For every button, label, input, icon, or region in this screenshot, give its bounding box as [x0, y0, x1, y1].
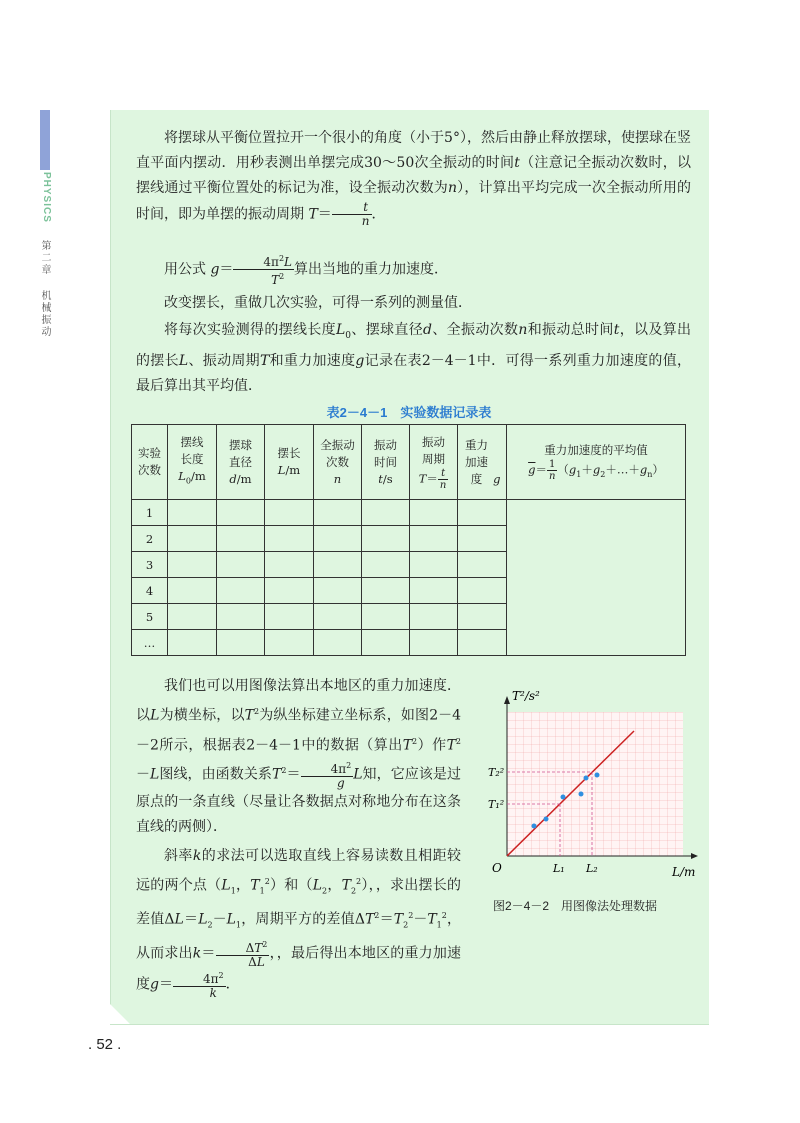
table-cell: [265, 526, 314, 552]
record-text-b: 、摆球直径: [351, 322, 424, 338]
paragraph-slope: 斜率k的求法可以选取直线上容易读数且相距较远的两个点（$L_1$，$T_1^2$）和（$L_2$，$T_2^2$），，求出摆长的差值$\Delta L=L_2-L_1$，周期平方的差值$\Delta T^2=T_2^2-T_1^2$，从而求出k＝ $\frac{\Delta T^2}{\Delta L}$ ，，最后得出本地区的重力加速度g＝ $\frac{4\pi^2}{k}$ ．: [136, 848, 462, 1000]
slope-fraction: $\frac{\Delta T^2}{\Delta L}$: [216, 938, 270, 969]
header-ball-diameter: 摆球直径 d/m: [217, 425, 265, 500]
t-squared-vs-l-graph: [486, 686, 701, 886]
table-cell: [314, 604, 362, 630]
table-cell: [168, 552, 217, 578]
table-cell: [217, 604, 265, 630]
table-cell: [410, 500, 458, 526]
table-cell: [217, 630, 265, 656]
slope-text-1: 斜率: [164, 848, 193, 864]
t2-label: T₂²: [488, 766, 505, 779]
table-cell: [168, 526, 217, 552]
graph-grid: [507, 712, 683, 856]
table-row-cell: 2: [132, 526, 168, 552]
data-point: [579, 792, 584, 797]
table-cell: [265, 578, 314, 604]
formula-text-b: 算出当地的重力加速度．: [294, 261, 449, 278]
record-text-e: ，以及算出的摆长: [136, 322, 692, 369]
header-oscillation-count: 全振动次数 n: [314, 425, 362, 500]
header-string-length: 摆线长度 $L_0/m$: [168, 425, 217, 500]
l2-label: L₂: [586, 862, 598, 875]
table-cell: [458, 604, 507, 630]
table-cell: [265, 552, 314, 578]
slope-text-2: 的求法可以选取直线上容易读数且相距较远的两个点: [136, 848, 462, 894]
table-cell: [362, 630, 410, 656]
table-title: 表2－4－1 实验数据记录表: [326, 405, 492, 420]
table-cell: [314, 526, 362, 552]
table-cell: [217, 578, 265, 604]
graph-text-5: 图线，由函数关系: [159, 766, 272, 783]
table-cell: [265, 630, 314, 656]
slope-text-5: ，周期平方的差值: [241, 912, 355, 929]
paragraph-graph-method: 我们也可以用图像法算出本地区的重力加速度．以L为横坐标，以$T^2$为纵坐标建立坐标系，如图2－4－2所示，根据表2－4－1中的数据（算出$T^2$）作$T^2-L$图线，由函数关系$T^2=$ $\frac{4\pi^2}{g}$ L知，它应该是过原点的一条直线（尽量让各数据点对称地分布在这条直线的两侧）．: [136, 678, 462, 836]
table-row-cell: 4: [132, 578, 168, 604]
table-cell: [410, 552, 458, 578]
relation-fraction: $\frac{4\pi^2}{g}$: [301, 759, 354, 790]
graph-text-6: 知，它应该是过原点的一条直线（尽量让各数据点对称地分布在这条直线的两侧）．: [136, 766, 462, 836]
chapter-label: 第二章: [39, 240, 50, 276]
table-row-cell: 5: [132, 604, 168, 630]
table-cell: [217, 552, 265, 578]
graph-text-4: ）作: [417, 737, 447, 754]
table-cell: [410, 630, 458, 656]
table-cell: [458, 630, 507, 656]
table-cell: [458, 578, 507, 604]
graph-text-3: 为纵坐标建立坐标系，如图2－4－2所示，根据表2－4－1中的数据（算出: [136, 707, 462, 754]
data-point: [544, 817, 549, 822]
average-cell: [507, 500, 686, 656]
panel-corner-cut: [110, 1004, 130, 1024]
data-record-table: [131, 424, 686, 656]
record-text-g: 和重力加速度: [269, 352, 356, 369]
table-cell: [168, 500, 217, 526]
table-row-cell: …: [132, 630, 168, 656]
data-point: [584, 776, 589, 781]
physics-label: PHYSICS: [41, 172, 52, 223]
x-axis-arrow-icon: [691, 853, 698, 859]
table-row-cell: 1: [132, 500, 168, 526]
slope-text-7: ，最后得出本地区的重力加速度: [136, 945, 462, 993]
table-cell: [410, 526, 458, 552]
formula-text-a: 用公式: [164, 261, 206, 278]
paragraph-formula: 用公式 g＝ $\frac{4\pi^2L}{T^2}$ 算出当地的重力加速度．: [164, 254, 449, 287]
graph-text-1: 我们也可以用图像法算出本地区的重力加速度．以: [136, 678, 461, 724]
table-cell: [362, 604, 410, 630]
record-text-a: 将每次实验测得的摆线长度: [164, 322, 336, 338]
table-cell: [458, 526, 507, 552]
table-cell: [458, 552, 507, 578]
page-number: . 52 .: [88, 1036, 122, 1053]
record-text-d: 和振动总时间: [527, 322, 614, 338]
table-cell: [410, 578, 458, 604]
l1-label: L₁: [553, 862, 565, 875]
table-cell: [265, 500, 314, 526]
table-cell: [362, 578, 410, 604]
table-cell: [217, 500, 265, 526]
table-cell: [458, 500, 507, 526]
table-cell: [314, 552, 362, 578]
graph-text-2: 为横坐标，以: [159, 707, 245, 724]
topic-label: 机械振动: [39, 290, 50, 338]
table-cell: [265, 604, 314, 630]
period-fraction: $\frac{t}{n}$: [332, 201, 372, 228]
chapter-color-bar: [40, 110, 50, 170]
procedure-text-c: ），计算出平均完成一次全振动所用的时间，即为单摆的振动周期: [136, 180, 692, 223]
result-fraction: $\frac{4\pi^2}{k}$: [173, 969, 226, 1000]
table-cell: [168, 604, 217, 630]
slope-text-3: 和: [284, 877, 299, 894]
table-row-cell: 3: [132, 552, 168, 578]
data-point: [561, 795, 566, 800]
data-point: [595, 773, 600, 778]
paragraph-repeat: 改变摆长，重做几次实验，可得一系列的测量值．: [164, 295, 472, 311]
record-text-h: 记录在表2－4－1中．可得一系列重力加速度的值，最后算出其平均值．: [136, 352, 691, 394]
table-cell: [362, 500, 410, 526]
header-gravity: 重力加速度 g: [458, 425, 507, 500]
table-cell: [168, 630, 217, 656]
slope-text-4: ，求出摆长的差值: [136, 877, 461, 929]
procedure-text-b: （注意记全振动次数时，以摆线通过平衡位置处的标记为准，设全振动次数为: [136, 155, 691, 196]
table-cell: [314, 578, 362, 604]
table-cell: [362, 526, 410, 552]
header-trial: 实验次数: [132, 425, 168, 500]
table-cell: [314, 500, 362, 526]
slope-text-6: ，从而求出: [136, 912, 462, 962]
procedure-text-a: 将摆球从平衡位置拉开一个很小的角度（小于5°），然后由静止释放摆球，使摆球在竖直平面内摆动．用秒表测出单摆完成30～50次全振动的时间: [136, 130, 691, 171]
record-text-f: 、振动周期: [188, 352, 260, 369]
header-pendulum-length: 摆长 L/m: [265, 425, 314, 500]
header-period: 振动周期 T＝ $\frac{t}{n}$: [410, 425, 458, 500]
table-cell: [410, 604, 458, 630]
table-cell: [362, 552, 410, 578]
origin-label: O: [492, 861, 502, 875]
figure-caption: 图2－4－2 用图像法处理数据: [493, 899, 658, 913]
y-axis-label: T²/s²: [512, 689, 540, 703]
data-point: [532, 824, 537, 829]
record-text-c: 、全振动次数: [432, 322, 519, 338]
table-cell: [168, 578, 217, 604]
table-cell: [314, 630, 362, 656]
paragraph-procedure: 将摆球从平衡位置拉开一个很小的角度（小于5°），然后由静止释放摆球，使摆球在竖直平面内摆动．用秒表测出单摆完成30～50次全振动的时间t（注意记全振动次数时，以摆线通过平衡位置处的标记为准，设全振动次数为n），计算出平均完成一次全振动所用的时间，即为单摆的振动周期 T＝ $\frac{t}{n}$ ．: [136, 130, 692, 228]
header-average: 重力加速度的平均值 $\overline{g}=$ $\frac{1}{n}$ $(g_1+g_2+\dots+g_n)$: [507, 425, 686, 500]
t1-label: T₁²: [488, 798, 505, 811]
header-time: 振动时间 t/s: [362, 425, 410, 500]
gravity-fraction: $\frac{4\pi^2L}{T^2}$: [233, 252, 294, 287]
y-axis-arrow-icon: [504, 696, 510, 704]
x-axis-label: L/m: [672, 865, 696, 879]
paragraph-record: 将每次实验测得的摆线长度$L_0$、摆球直径d、全振动次数n和振动总时间t，以及算出的摆长L、振动周期T和重力加速度g记录在表2－4－1中．可得一系列重力加速度的值，最后算出其平均值．: [136, 322, 692, 394]
table-cell: [217, 526, 265, 552]
